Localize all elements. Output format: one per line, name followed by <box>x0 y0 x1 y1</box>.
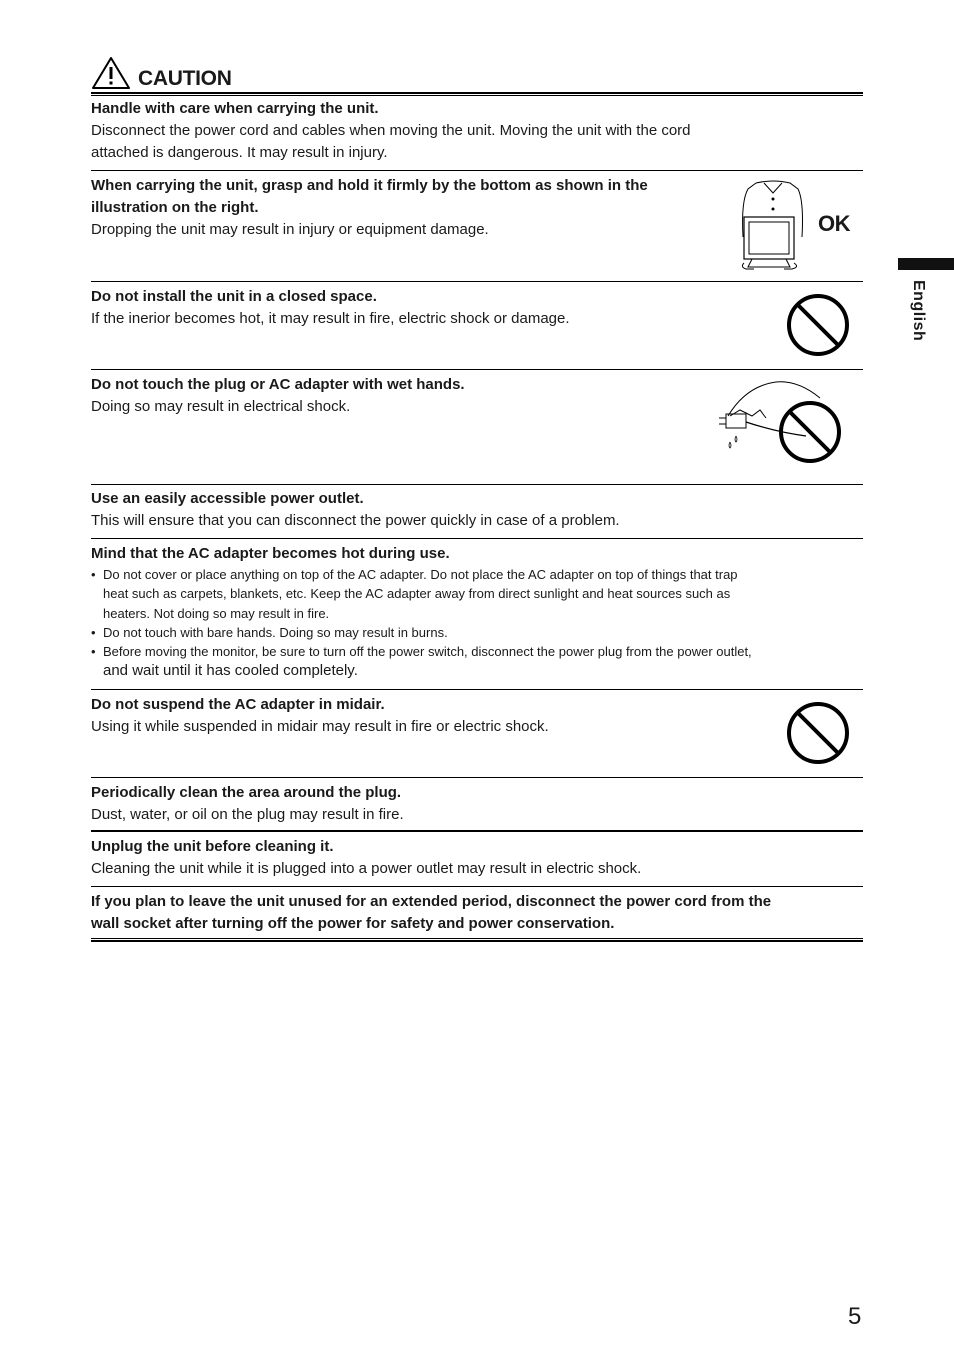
item-title: Unplug the unit before cleaning it. <box>91 838 334 855</box>
list-item: • Do not touch with bare hands. Doing so may result in burns. <box>91 623 761 642</box>
warning-triangle-icon <box>91 56 131 90</box>
caution-header <box>91 56 863 96</box>
item-body: If the inerior becomes hot, it may result in fire, electric shock or damage. <box>91 310 570 327</box>
item-body: Doing so may result in electrical shock. <box>91 398 351 415</box>
page-number: 5 <box>848 1303 862 1330</box>
caution-item-unplug-cleaning <box>91 836 863 887</box>
caution-item-adapter-midair <box>91 694 863 778</box>
caution-title: CAUTION <box>138 67 232 90</box>
item-title: Do not install the unit in a closed space. <box>91 288 377 305</box>
item-title: Mind that the AC adapter becomes hot during use. <box>91 545 450 562</box>
caution-item-adapter-hot <box>91 543 863 690</box>
item-body: This will ensure that you can disconnect the power quickly in case of a problem. <box>91 512 620 529</box>
wet-hand-plug-illustration <box>716 376 844 468</box>
item-title: Handle with care when carrying the unit. <box>91 100 379 117</box>
caution-item-accessible-outlet <box>91 488 863 539</box>
footer-rule <box>91 938 863 942</box>
item-body: Dust, water, or oil on the plug may result in fire. <box>91 806 404 823</box>
list-item <box>91 642 761 681</box>
header-rule <box>91 92 863 96</box>
language-tab-marker <box>898 258 954 270</box>
item-title: If you plan to leave the unit unused for an extended period, disconnect the power cord from the wall socket after turning off the power for safety and power conservation. <box>91 893 772 932</box>
list-item-tail: and wait until it has cooled completely. <box>103 662 358 680</box>
item-title: Do not touch the plug or AC adapter with wet hands. <box>91 376 465 393</box>
ok-label: OK <box>818 211 850 236</box>
caution-item-clean-plug <box>91 782 863 832</box>
item-body: Dropping the unit may result in injury or equipment damage. <box>91 221 489 238</box>
caution-item-carry-care <box>91 98 863 171</box>
language-label: English <box>910 280 927 342</box>
list-item-text: Before moving the monitor, be sure to turn off the power switch, disconnect the power plug from the power outlet, <box>103 644 752 660</box>
item-title: Use an easily accessible power outlet. <box>91 490 364 507</box>
prohibition-icon <box>786 701 850 765</box>
item-body: Using it while suspended in midair may result in fire or electric shock. <box>91 718 549 735</box>
item-title: Do not suspend the AC adapter in midair. <box>91 696 385 713</box>
item-title: When carrying the unit, grasp and hold it firmly by the bottom as shown in the illustration on the right. <box>91 177 648 216</box>
list-item: • Do not cover or place anything on top of the AC adapter. Do not place the AC adapter on top of things that trap heat such as carpets, blankets, etc. Keep the AC adapter away from direct sunlight and heat sources such as heaters. Not doing so may result in fire. <box>91 565 761 623</box>
caution-item-closed-space <box>91 286 863 370</box>
bullet-list <box>91 565 761 681</box>
prohibition-icon <box>786 293 850 357</box>
item-title: Periodically clean the area around the plug. <box>91 784 402 801</box>
item-body: Cleaning the unit while it is plugged into a power outlet may result in electric shock. <box>91 860 642 877</box>
carry-monitor-illustration <box>738 179 808 273</box>
caution-item-unused-period <box>91 891 863 937</box>
item-body: Disconnect the power cord and cables when moving the unit. Moving the unit with the cord attached is dangerous. It may result in injury. <box>91 122 691 161</box>
